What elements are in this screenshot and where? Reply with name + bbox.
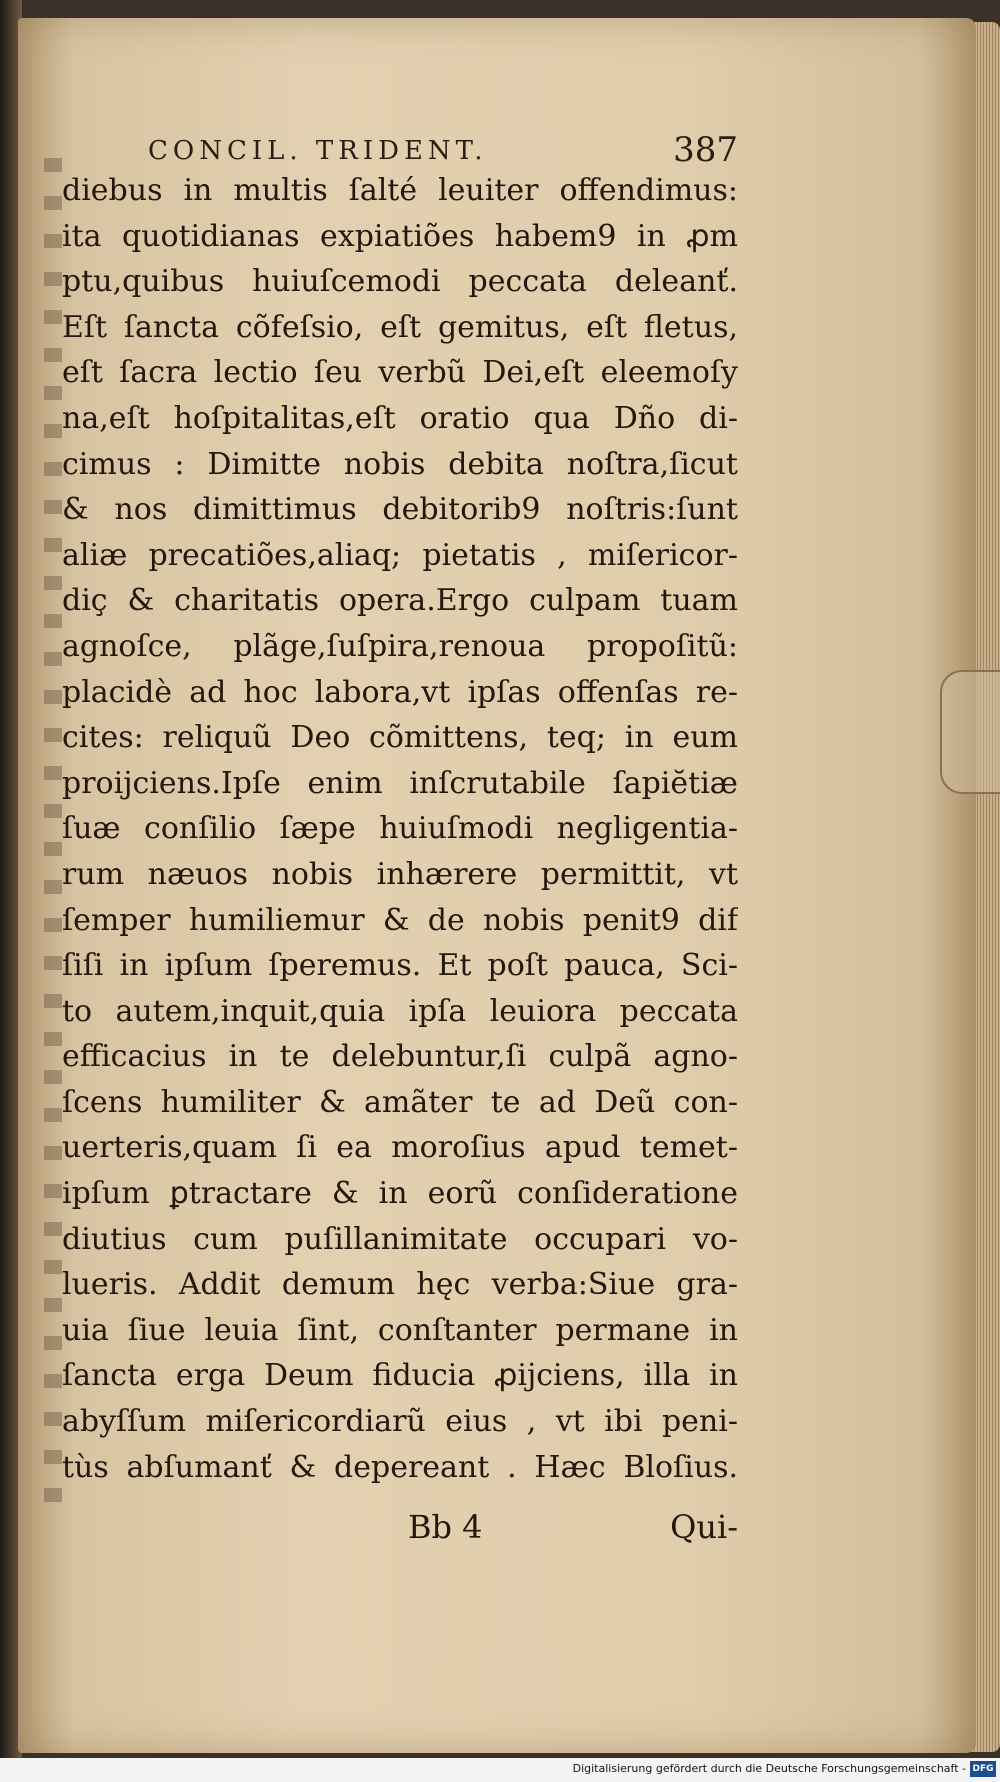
signature-mark: Bb 4 xyxy=(408,1508,483,1546)
text-line: to autem,inquit,quia ipſa leuiora peccata xyxy=(62,993,738,1029)
facing-page-bleed xyxy=(44,158,62,1508)
text-line: rum næuos nobis inhærere permittit, vt xyxy=(62,856,738,892)
text-line: diebus in multis ſalté leuiter offendimus: xyxy=(62,173,738,208)
text-line: agnoſce, plãge,ſuſpira,renoua propoſitũ: xyxy=(62,628,738,664)
catchword: Qui- xyxy=(670,1508,738,1546)
text-line: placidè ad hoc labora,vt ipſas offenſas re- xyxy=(62,674,738,710)
text-line: uia ſiue leuia ſint, conſtanter permane in xyxy=(62,1312,738,1348)
text-line: uerteris,quam ſi ea moroſius apud temet- xyxy=(62,1130,738,1166)
text-line: eſt ſacra lectio ſeu verbũ Dei,eſt eleemoſy xyxy=(62,355,738,391)
text-line: cites: reliquũ Deo cõmittens, teq; in eum xyxy=(62,720,738,756)
clasp-tab xyxy=(940,670,1000,794)
text-line: abyſſum miſericordiarũ eius , vt ibi peni- xyxy=(62,1404,738,1440)
text-line: ſcens humiliter & amãter te ad Deũ con- xyxy=(62,1084,738,1120)
text-line: Eſt ſancta cõfeſsio, eſt gemitus, eſt fletus, xyxy=(62,309,738,345)
text-line: ſemper humiliemur & de nobis penit9 dif xyxy=(62,902,738,938)
text-line: cimus : Dimitte nobis debita noſtra,ſicut xyxy=(62,446,738,482)
running-head: CONCIL. TRIDENT. xyxy=(148,136,488,166)
text-line: efficacius in te delebuntur,ſi culpã agno- xyxy=(62,1039,738,1075)
credit-text: Digitalisierung gefördert durch die Deutsche Forschungsgemeinschaft - xyxy=(572,1762,966,1775)
body-text xyxy=(62,168,738,1490)
text-line: ſancta erga Deum fiducia ꝓijciens, illa in xyxy=(62,1358,738,1394)
text-line: lueris. Addit demum hęc verba:Siue gra- xyxy=(62,1267,738,1303)
text-line: aliæ precatiões,aliaq; pietatis , miſericor- xyxy=(62,537,738,573)
credit-bar xyxy=(0,1758,1000,1782)
page-number: 387 xyxy=(673,130,738,170)
text-line: diutius cum puſillanimitate occupari vo- xyxy=(62,1221,738,1257)
book-page xyxy=(18,18,976,1753)
text-line: ſiſi in ipſum ſperemus. Et poſt pauca, Sci- xyxy=(62,948,738,984)
text-line: ſuæ conſilio ſæpe huiuſmodi negligentia- xyxy=(62,811,738,847)
page-footer xyxy=(408,1508,738,1558)
text-line: ita quotidianas expiatiões habem9 in ꝓm xyxy=(62,218,738,254)
text-line: na,eſt hoſpitalitas,eſt oratio qua Dño di- xyxy=(62,400,738,436)
text-line: ipſum ꝑtractare & in eorũ conſideratione xyxy=(62,1176,738,1212)
text-line: proijciens.Ipſe enim inſcrutabile ſapiĕtiæ xyxy=(62,765,738,801)
text-line: tùs abſumanť & depereant . Hæc Bloſius. xyxy=(62,1449,738,1485)
dfg-logo: DFG xyxy=(970,1761,996,1777)
text-line: ptu,quibus huiuſcemodi peccata deleanť. xyxy=(62,264,738,300)
text-line: & nos dimittimus debitorib9 noſtris:ſunt xyxy=(62,492,738,528)
text-line: diç & charitatis opera.Ergo culpam tuam xyxy=(62,583,738,619)
